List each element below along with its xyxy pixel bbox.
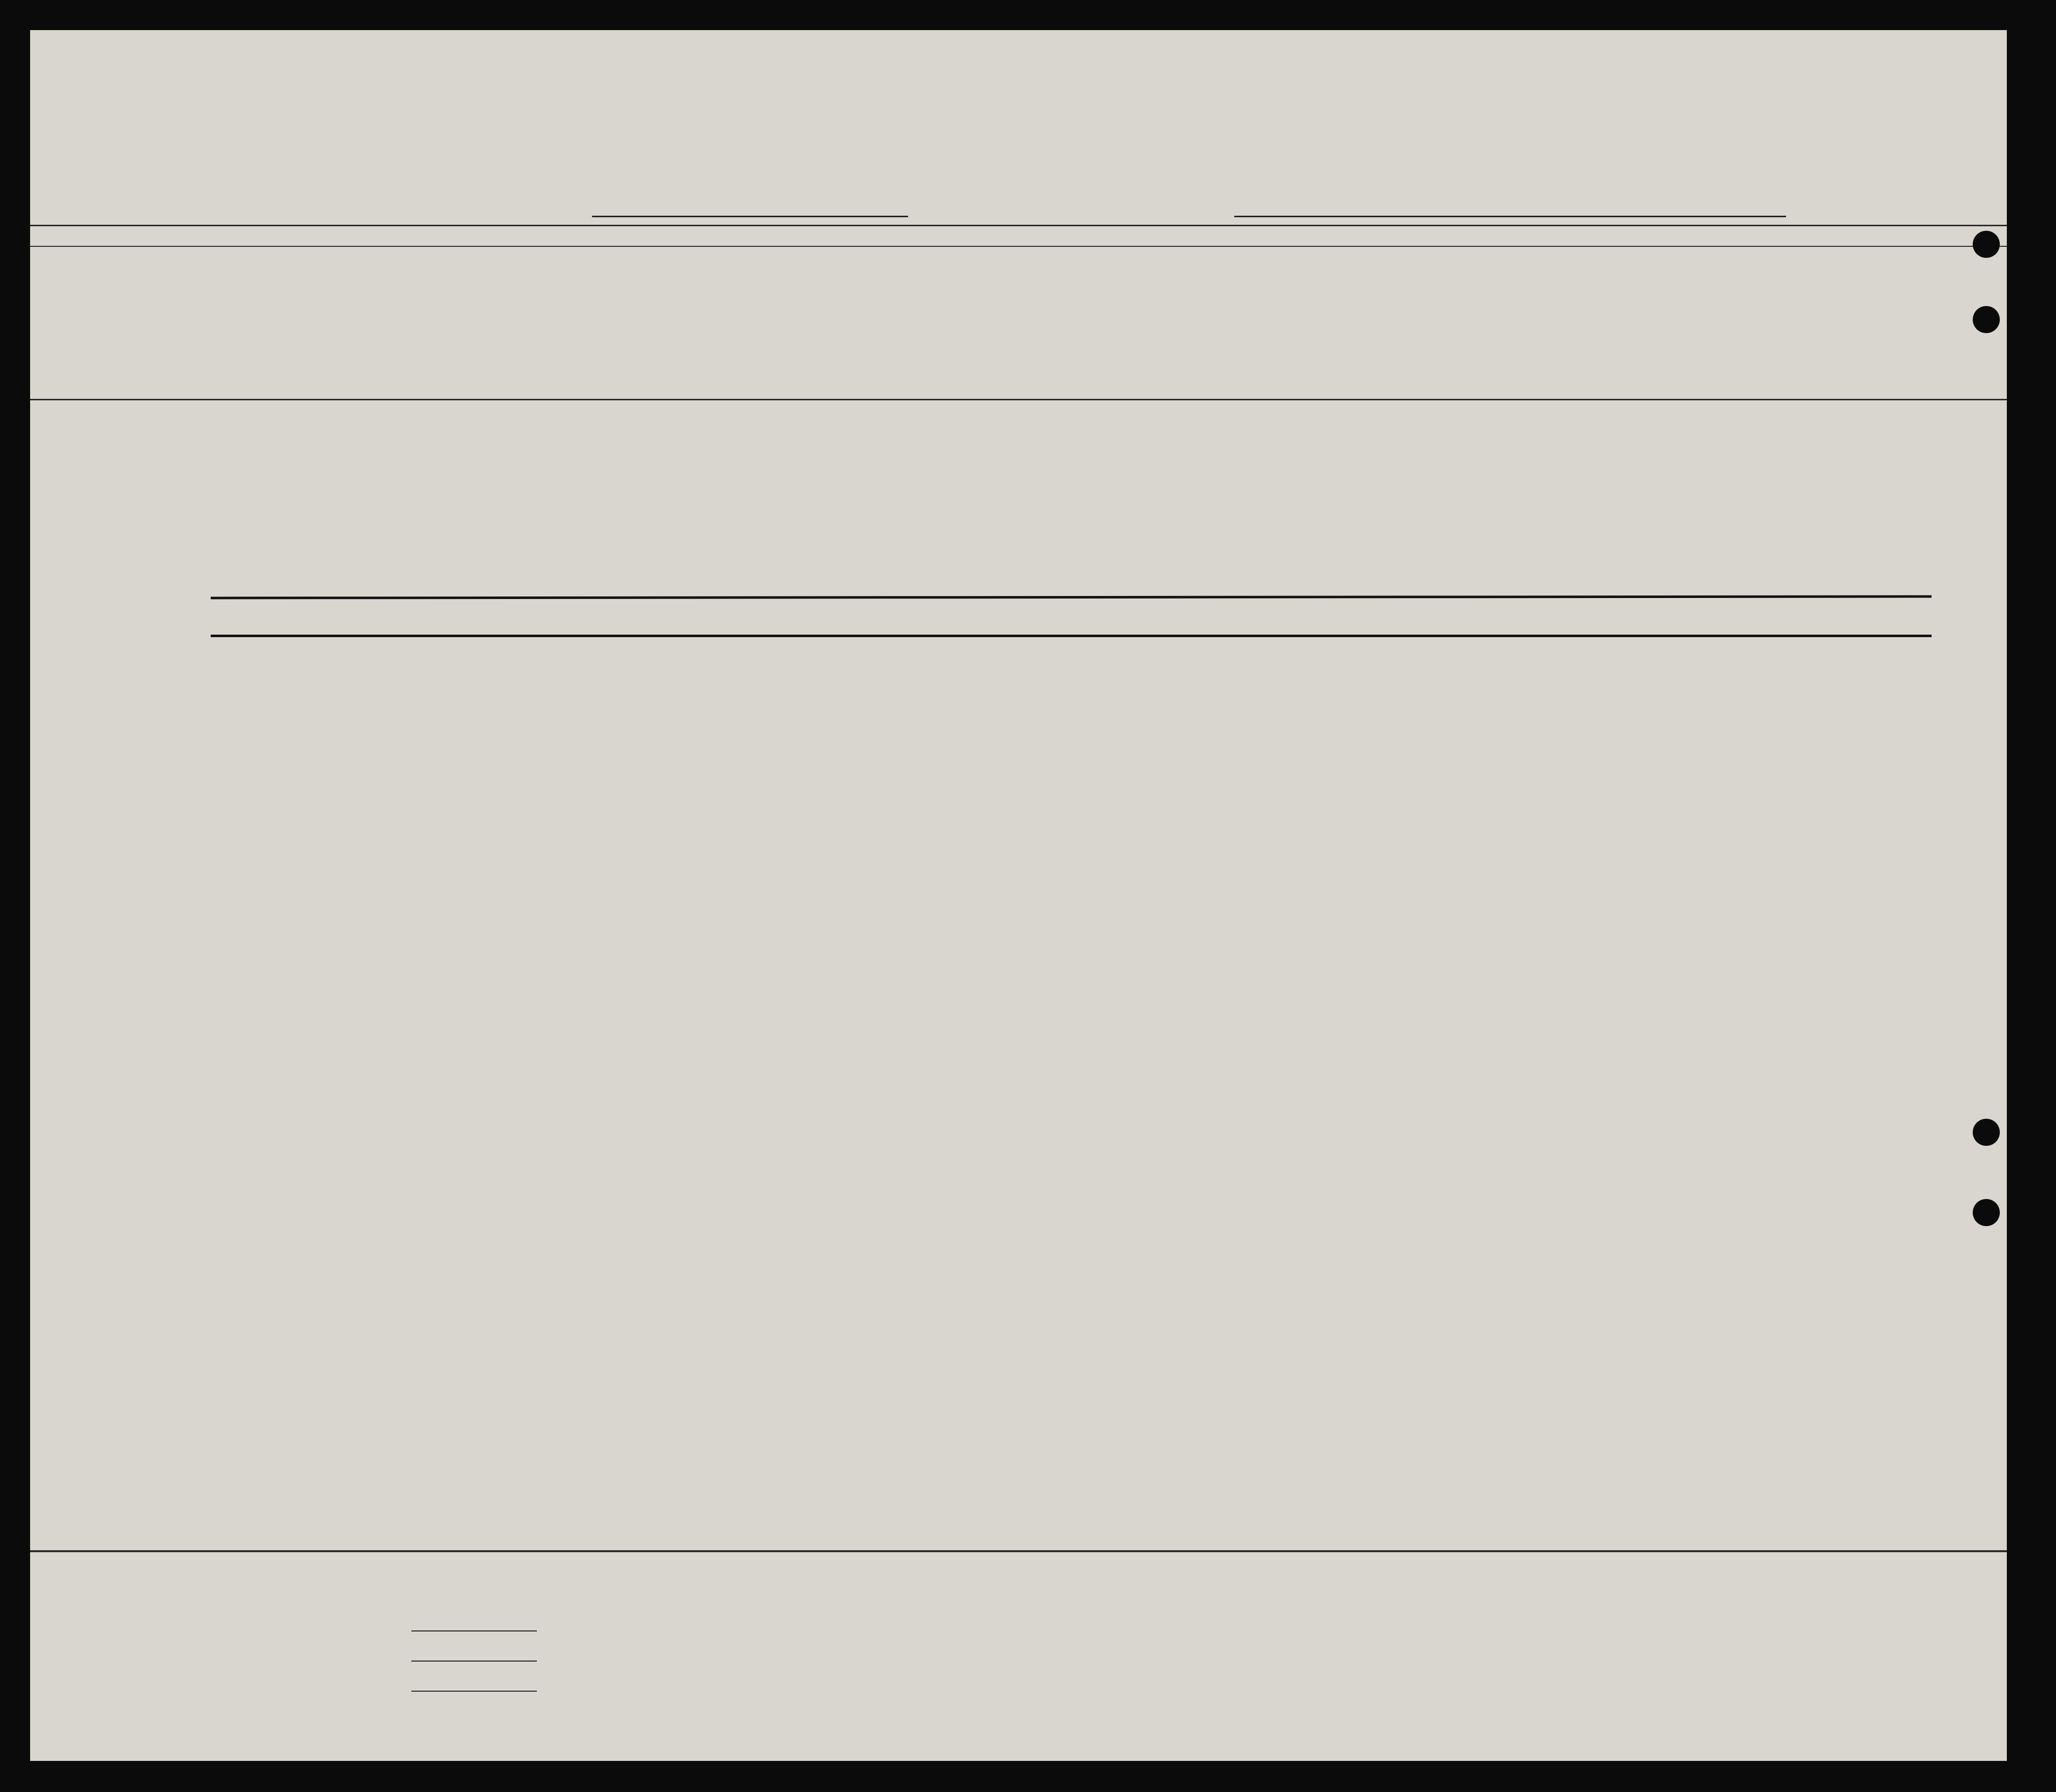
manifest-sheet [30, 30, 2007, 1761]
punch-hole [1973, 231, 2000, 258]
punch-hole [1973, 1119, 2000, 1146]
header-married [682, 351, 707, 431]
punch-hole [1973, 306, 2000, 333]
punch-hole [1973, 1199, 2000, 1226]
